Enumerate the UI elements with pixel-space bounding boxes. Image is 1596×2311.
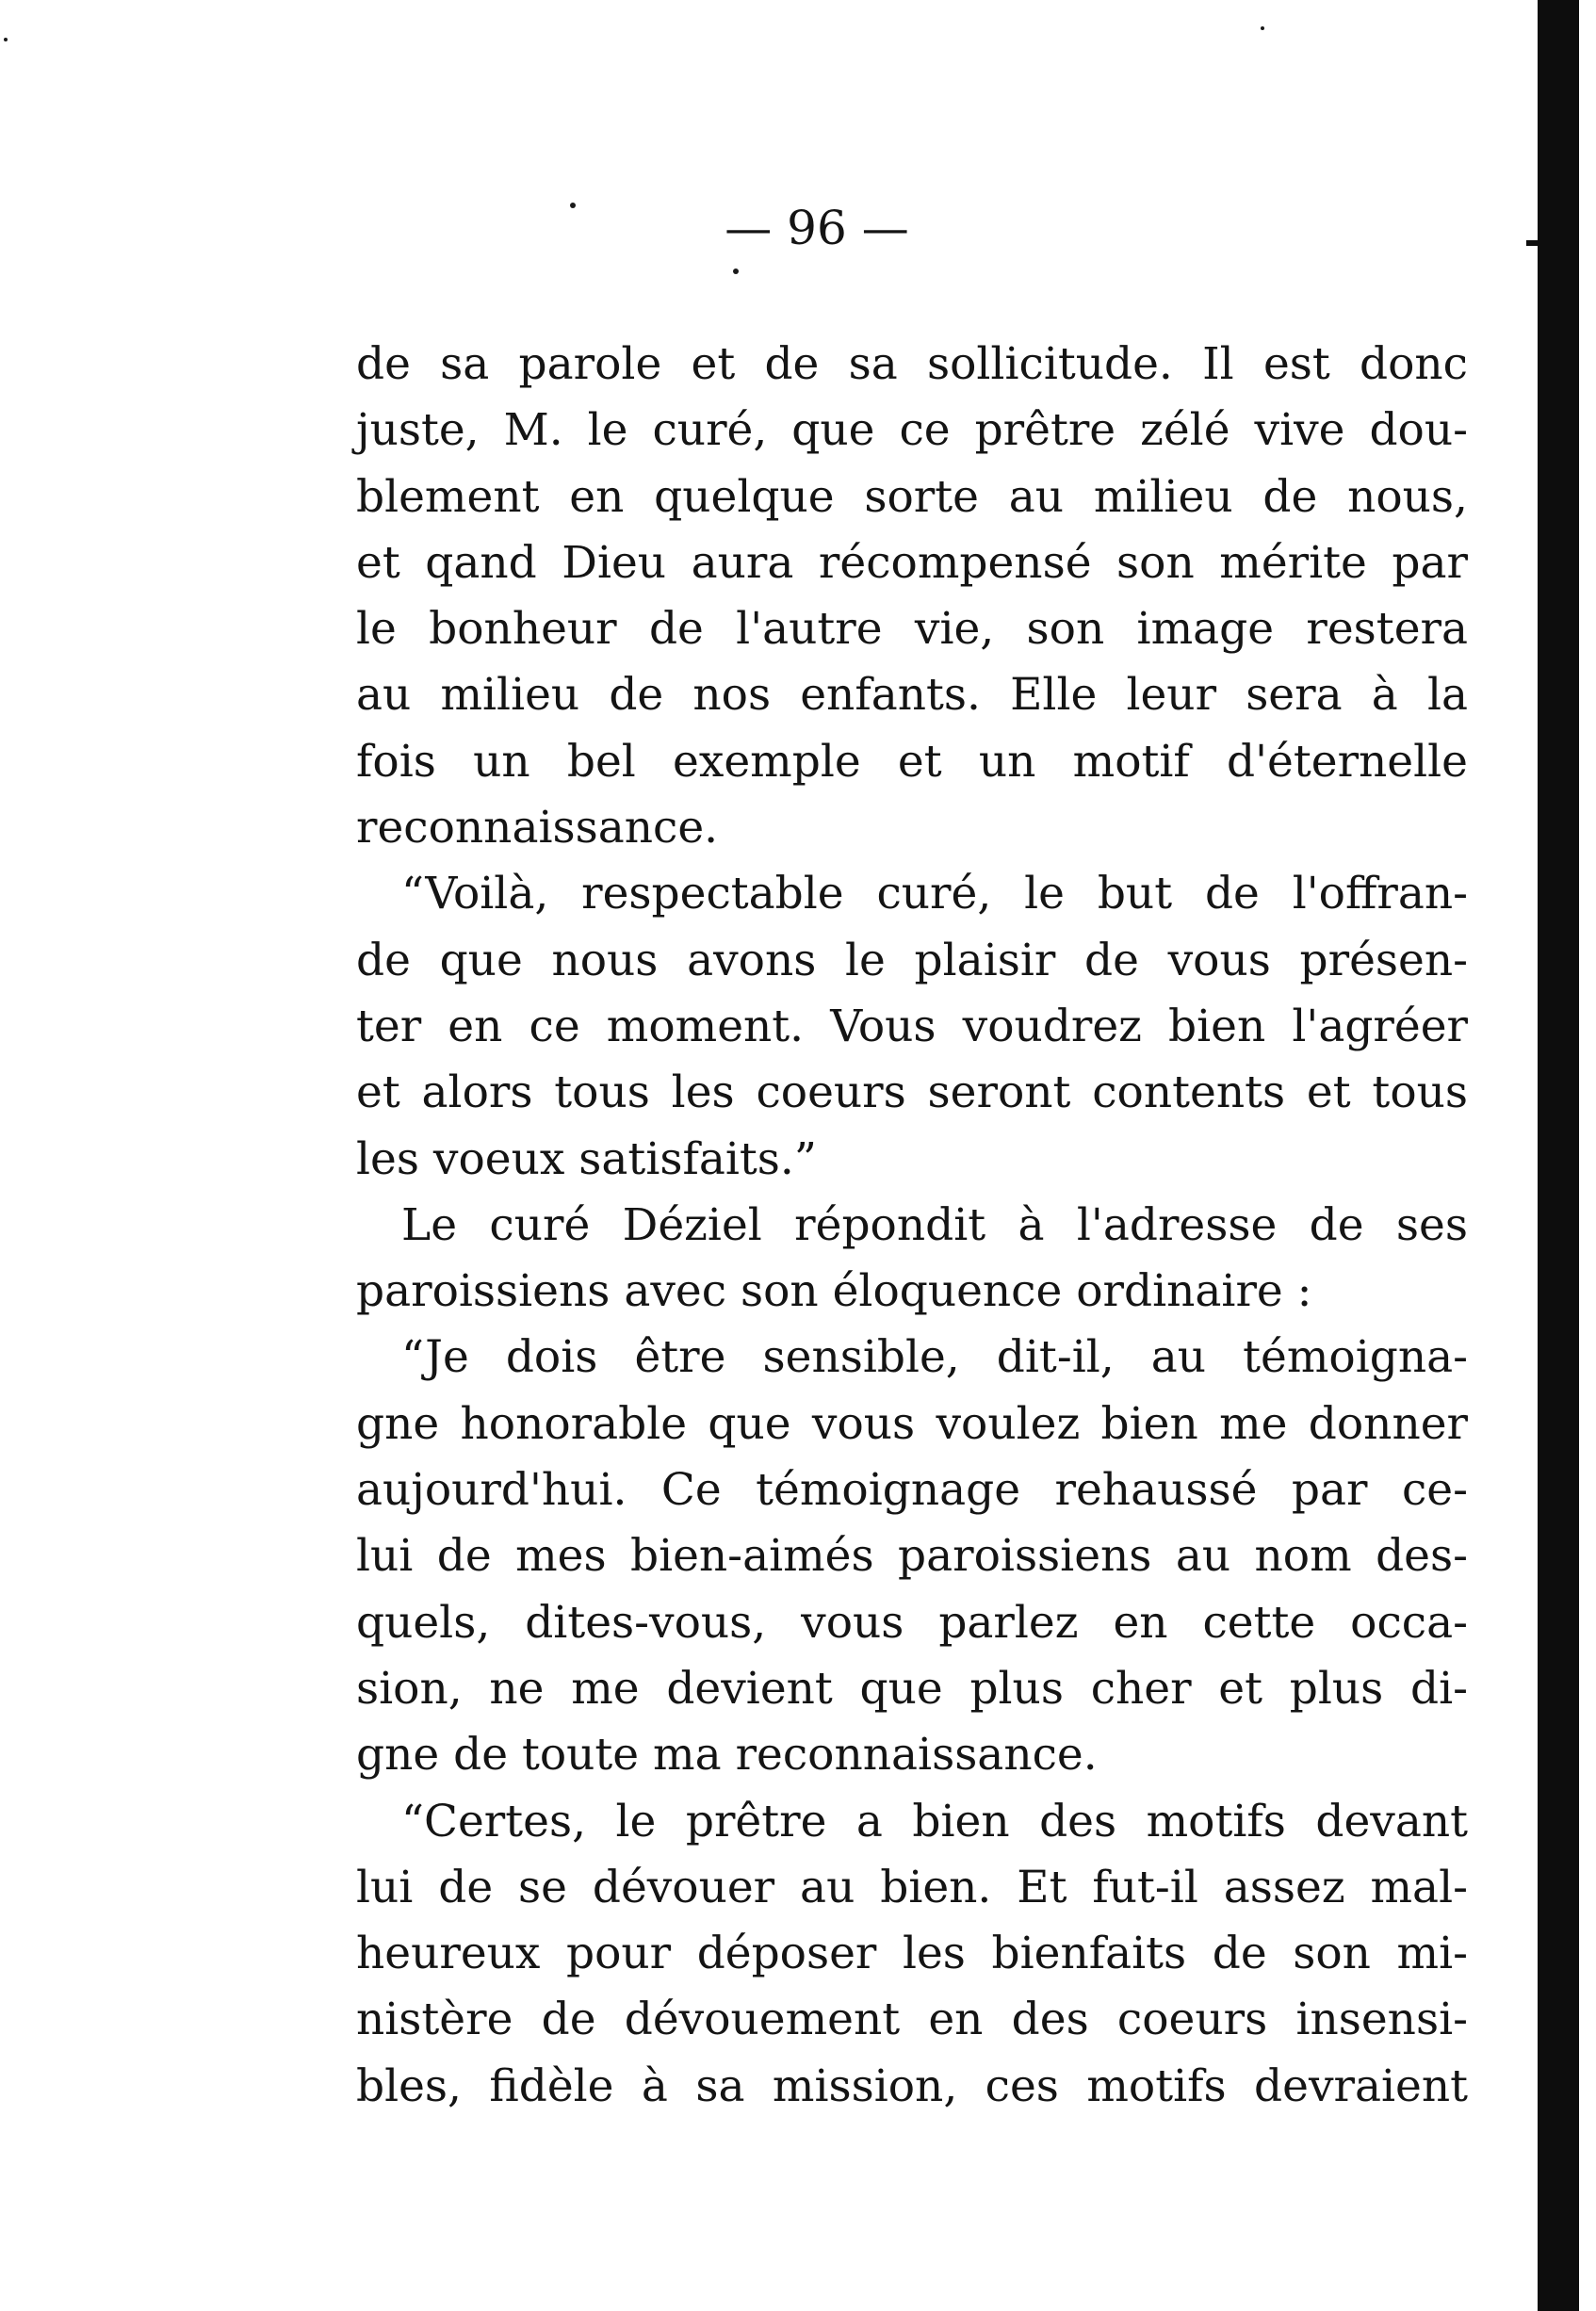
text-line: paroissiens avec son éloquence ordinaire : <box>356 1265 1312 1318</box>
text-line: de sa parole et de sa sollicitude. Il est donc <box>356 338 1468 390</box>
text-line: les voeux satisfaits.” <box>356 1132 817 1185</box>
text-line: reconnaissance. <box>356 802 719 854</box>
text-line: Le curé Déziel répondit à l'adresse de ses <box>401 1198 1468 1251</box>
ink-speck <box>1261 26 1264 30</box>
text-line: et alors tous les coeurs seront contents et tous <box>356 1066 1468 1119</box>
text-line: le bonheur de l'autre vie, son image restera <box>356 603 1468 656</box>
page-number: — 96 — <box>725 201 909 255</box>
text-line: quels, dites-vous, vous parlez en cette occa- <box>356 1596 1468 1649</box>
text-line: de que nous avons le plaisir de vous présen- <box>356 934 1468 986</box>
text-line: lui de se dévouer au bien. Et fut-il assez mal- <box>356 1861 1468 1913</box>
text-line: nistère de dévouement en des coeurs insensi- <box>356 1994 1468 2046</box>
ink-speck <box>4 38 8 41</box>
text-line: fois un bel exemple et un motif d'éternelle <box>356 735 1468 788</box>
text-line: au milieu de nos enfants. Elle leur sera à la <box>356 669 1468 722</box>
text-line: et qand Dieu aura récompensé son mérite par <box>356 536 1468 589</box>
text-line: “Certes, le prêtre a bien des motifs devant <box>401 1795 1468 1847</box>
text-line: heureux pour déposer les bienfaits de son mi- <box>356 1928 1468 1980</box>
body-text <box>356 332 1468 2120</box>
text-line: juste, M. le curé, que ce prêtre zélé vive dou- <box>356 404 1468 457</box>
text-line: blement en quelque sorte au milieu de nous, <box>356 470 1468 523</box>
text-line: sion, ne me devient que plus cher et plus di- <box>356 1662 1468 1715</box>
text-line: ter en ce moment. Vous voudrez bien l'agréer <box>356 1000 1468 1052</box>
text-line: gne de toute ma reconnaissance. <box>356 1729 1098 1782</box>
page-edge-shadow <box>1538 0 1579 2311</box>
text-line: gne honorable que vous voulez bien me donner <box>356 1397 1468 1450</box>
text-line: aujourd'hui. Ce témoignage rehaussé par ce- <box>356 1464 1468 1517</box>
text-line: lui de mes bien-aimés paroissiens au nom des- <box>356 1530 1468 1583</box>
text-line: “Voilà, respectable curé, le but de l'offran- <box>401 868 1468 920</box>
ink-speck <box>733 269 739 274</box>
text-line: “Je dois être sensible, dit-il, au témoigna- <box>401 1331 1468 1384</box>
text-line: bles, fidèle à sa mission, ces motifs devraient <box>356 2059 1468 2112</box>
